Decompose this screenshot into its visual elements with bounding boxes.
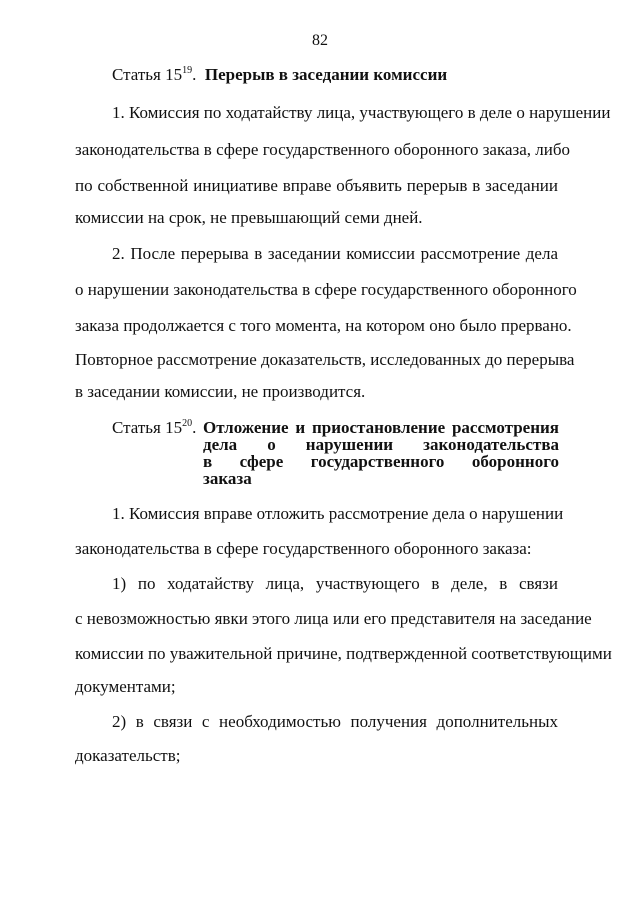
paragraph-line: по собственной инициативе вправе объявить перерыв в заседании [75, 176, 558, 195]
article-label: Статья [112, 418, 161, 437]
article-title-line: в сфере государственного оборонного [203, 452, 559, 471]
paragraph-line: комиссии по уважительной причине, подтвержденной соответствующими [75, 644, 612, 663]
paragraph-line: в заседании комиссии, не производится. [75, 382, 366, 401]
paragraph-line: законодательства в сфере государственного оборонного заказа: [75, 539, 532, 558]
paragraph-line: доказательств; [75, 746, 181, 765]
article-label: Статья [112, 65, 161, 84]
paragraph-line: 1. Комиссия по ходатайству лица, участвующего в деле о нарушении [112, 103, 611, 122]
article-title-line: Отложение и приостановление рассмотрения [203, 418, 559, 437]
article-heading: Статья $15^{19}$. Перерыв в заседании комиссии [112, 65, 448, 84]
paragraph-line: с невозможностью явки этого лица или его представителя на заседание [75, 609, 592, 628]
article-title-line: заказа [203, 469, 252, 488]
paragraph-line: заказа продолжается с того момента, на котором оно было прервано. [75, 316, 572, 335]
paragraph-line: 2. После перерыва в заседании комиссии рассмотрение дела [112, 244, 558, 263]
article-title: Перерыв в заседании комиссии [204, 65, 448, 84]
article-title-line: дела о нарушении законодательства [203, 435, 559, 454]
paragraph-line: комиссии на срок, не превышающий семи дней. [75, 208, 423, 227]
page-number: 82 [312, 32, 328, 49]
paragraph-line: 2) в связи с необходимостью получения дополнительных [112, 712, 558, 731]
article-heading: Статья $15^{20}$. [112, 418, 197, 437]
article-number: 15 [165, 418, 183, 437]
paragraph-line: документами; [75, 677, 176, 696]
paragraph-line: о нарушении законодательства в сфере государственного оборонного [75, 280, 577, 299]
paragraph-line: 1) по ходатайству лица, участвующего в деле, в связи [112, 574, 558, 593]
paragraph-line: законодательства в сфере государственного оборонного заказа, либо [75, 140, 570, 159]
paragraph-line: Повторное рассмотрение доказательств, исследованных до перерыва [75, 350, 575, 369]
article-number: 15 [165, 65, 183, 84]
article-superscript: 20 [182, 418, 193, 429]
paragraph-line: 1. Комиссия вправе отложить рассмотрение дела о нарушении [112, 504, 564, 523]
article-superscript: 19 [182, 65, 193, 76]
